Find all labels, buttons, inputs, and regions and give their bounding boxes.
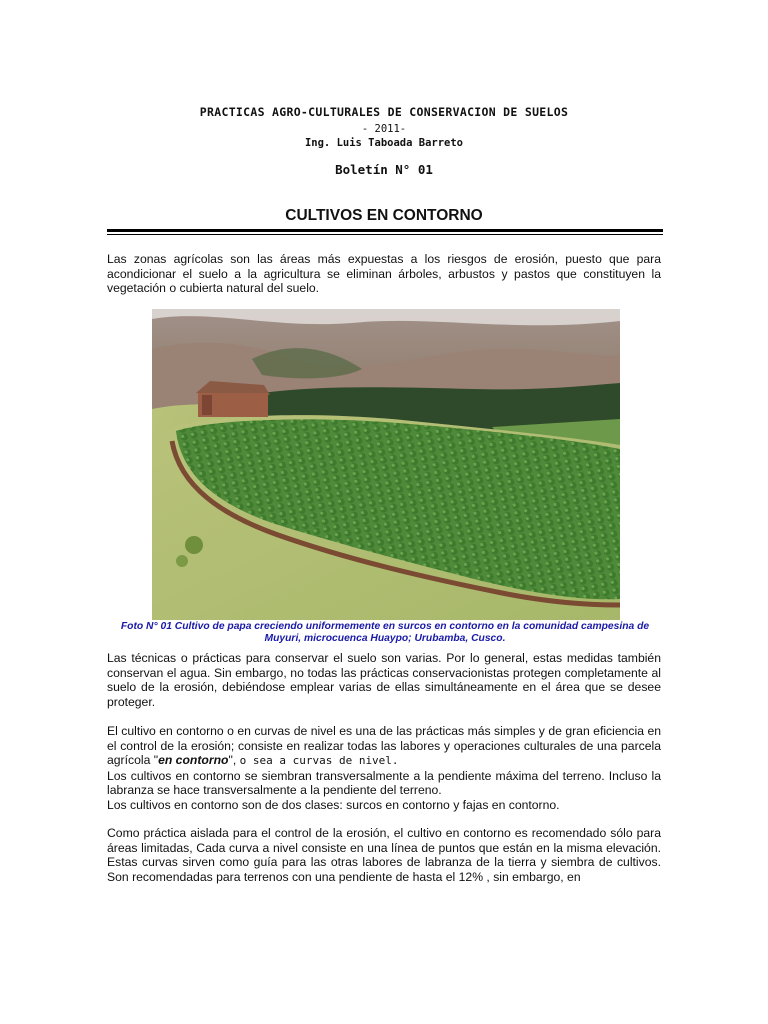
shrub — [185, 536, 203, 554]
photo-caption — [100, 621, 670, 645]
series-title: PRACTICAS AGRO-CULTURALES DE CONSERVACION DE SUELOS — [199, 105, 569, 119]
contour-definition-text: El cultivo en contorno o en curvas de nivel es una de las prácticas más simples y de gran eficiencia en el control de la erosión; consiste en realizar todas las labores y operaciones culturales de una parcela agrícola " — [107, 724, 661, 768]
bulletin-number: Boletín N° 01 — [335, 162, 433, 177]
title-rule-thick — [107, 229, 663, 232]
isolated-practice-paragraph: Como práctica aislada para el control de la erosión, el cultivo en contorno es recomendado sólo para áreas limitadas, Cada curva a nivel consiste en una línea de puntos que están en la misma elevación. Estas curvas sirven como guía para las otras labores de labranza de la tierra y siembra de cultivos. Son recomendadas para terrenos con una pendiente de hasta el 12% , sin embargo, en — [107, 826, 661, 884]
caption-line-1: Foto N° 01 Cultivo de papa creciendo uniformemente en surcos en contorno en la comunidad campesina de — [120, 621, 650, 632]
page-title: CULTIVOS EN CONTORNO — [285, 207, 483, 224]
caption-line-2: Muyuri, microcuenca Huaypo; Urubamba, Cusco. — [264, 633, 506, 644]
contour-types-text: Los cultivos en contorno son de dos clases: surcos en contorno y fajas en contorno. — [107, 797, 560, 812]
contour-level-note: o sea a curvas de nivel. — [239, 754, 399, 768]
contour-definition-paragraph — [107, 724, 661, 813]
intro-paragraph: Las zonas agrícolas son las áreas más expuestas a los riesgos de erosión, puesto que para acondicionar el suelo a la agricultura se eliminan árboles, arbustos y pastos que constituyen la vegetación o cubierta natural del suelo. — [107, 252, 661, 296]
shrub — [176, 555, 188, 567]
contour-emphasis: en contorno — [158, 753, 229, 768]
title-rule-thin — [107, 234, 663, 235]
contour-quote-close: ", — [228, 753, 240, 768]
contour-field-photo — [152, 309, 620, 620]
author: Ing. Luis Taboada Barreto — [304, 137, 464, 149]
year: - 2011- — [361, 123, 407, 135]
adobe-house — [196, 381, 270, 417]
transversal-sowing-text: Los cultivos en contorno se siembran transversalmente a la pendiente máxima del terreno. Incluso la labranza se hace transversalmente a la pendiente del terreno. — [107, 768, 661, 798]
techniques-paragraph: Las técnicas o prácticas para conservar el suelo son varias. Por lo general, estas medidas también conservan el agua. Sin embargo, no todas las prácticas conservacionistas protegen completamente al suelo de la erosión, debiéndose emplear varias de ellas simultáneamente en el área que se desee proteger. — [107, 651, 661, 709]
